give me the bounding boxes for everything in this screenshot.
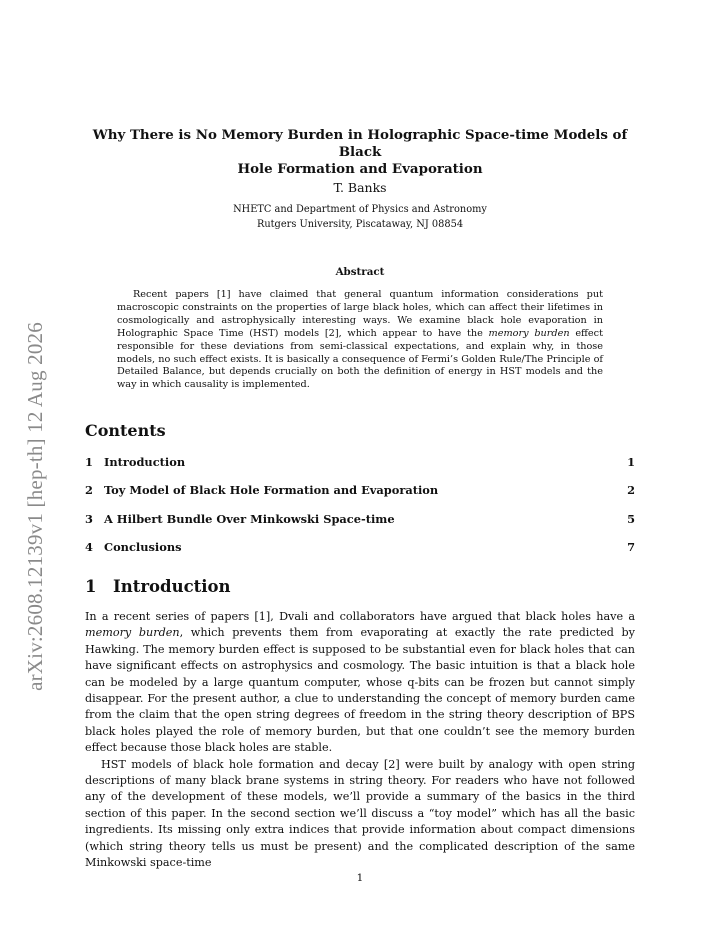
toc-page[interactable]: 2: [627, 483, 635, 497]
title-line-2: Hole Formation and Evaporation: [237, 161, 483, 177]
affiliation-line-1: NHETC and Department of Physics and Astronomy: [233, 204, 487, 215]
arxiv-identifier: arXiv:2608.12139v1 [hep-th] 12 Aug 2026: [22, 321, 47, 691]
page-number: 1: [356, 872, 364, 884]
affiliation-line-2: Rutgers University, Piscataway, NJ 08854: [256, 219, 464, 230]
paragraph: HST models of black hole formation and decay [2] were built by analogy with open string descriptions of many black brane systems in string theory. For readers who have not followed any of the development of these models, we’ll provide a summary of the basics in the third section of this paper. In the second section we’ll discuss a “toy model” which has all the basic ingredients. Its missing only extra indices that provide information about compact dimensions (which string theory tells us must be present) and the complicated description of the same Minkowski space-time: [85, 757, 635, 870]
arxiv-stamp: [22, 321, 48, 691]
toc-number: 1: [85, 455, 93, 469]
abstract-heading: Abstract: [335, 266, 385, 278]
toc-entry-hilbert-bundle[interactable]: [85, 512, 635, 526]
toc-title[interactable]: Toy Model of Black Hole Formation and Evaporation: [104, 483, 439, 497]
paper-title: [85, 127, 635, 178]
toc-page[interactable]: 1: [627, 455, 635, 469]
toc-number: 3: [85, 512, 93, 526]
title-line-1: Why There is No Memory Burden in Holographic Space-time Models of Black: [92, 127, 628, 160]
toc-title[interactable]: Conclusions: [104, 540, 182, 554]
toc-entry-conclusions[interactable]: [85, 540, 635, 554]
contents-heading: Contents: [85, 421, 166, 440]
toc-page[interactable]: 5: [627, 512, 635, 526]
abstract-emphasis: memory burden: [488, 327, 570, 339]
toc-entry-introduction[interactable]: [85, 455, 635, 469]
section-heading-introduction: 1 Introduction: [85, 577, 231, 596]
toc-title[interactable]: Introduction: [104, 455, 186, 469]
abstract-text: Recent papers [1] have claimed that general quantum information considerations put macroscopic constraints on the properties of large black holes, which can affect their lifetimes in cosmologically and astrophysically interesting ways. We examine black hole evaporation in Holographic Space Time (HST) models [2], which appear to have the memory burden effect responsible for these deviations from semi-classical expectations, and explain why, in those models, no such effect exists. It is basically a consequence of Fermi’s Golden Rule/The Principle of Detailed Balance, but depends crucially on both the definition of energy in HST models and the way in which causality is implemented.: [117, 289, 603, 391]
toc-title[interactable]: A Hilbert Bundle Over Minkowski Space-time: [104, 512, 395, 526]
toc-entry-toy-model[interactable]: [85, 483, 635, 497]
emphasis-text: memory burden: [85, 626, 180, 640]
author-name: T. Banks: [333, 180, 387, 195]
toc-number: 4: [85, 540, 93, 554]
paragraph: In a recent series of papers [1], Dvali and collaborators have argued that black holes have a memory burden, which prevents them from evaporating at exactly the rate predicted by Hawking. The memory burden effect is supposed to be substantial even for black holes that can have significant effects on astrophysics and cosmology. The basic intuition is that a black hole can be modeled by a large quantum computer, whose q-bits can be frozen but cannot simply disappear. For the present author, a clue to understanding the concept of memory burden came from the claim that the open string degrees of freedom in the string theory description of BPS black holes played the role of memory burden, but that one couldn’t see the memory burden effect because those black holes are stable.: [85, 610, 636, 755]
toc-page[interactable]: 7: [627, 540, 635, 554]
introduction-body: [85, 609, 635, 872]
toc-number: 2: [85, 483, 93, 497]
